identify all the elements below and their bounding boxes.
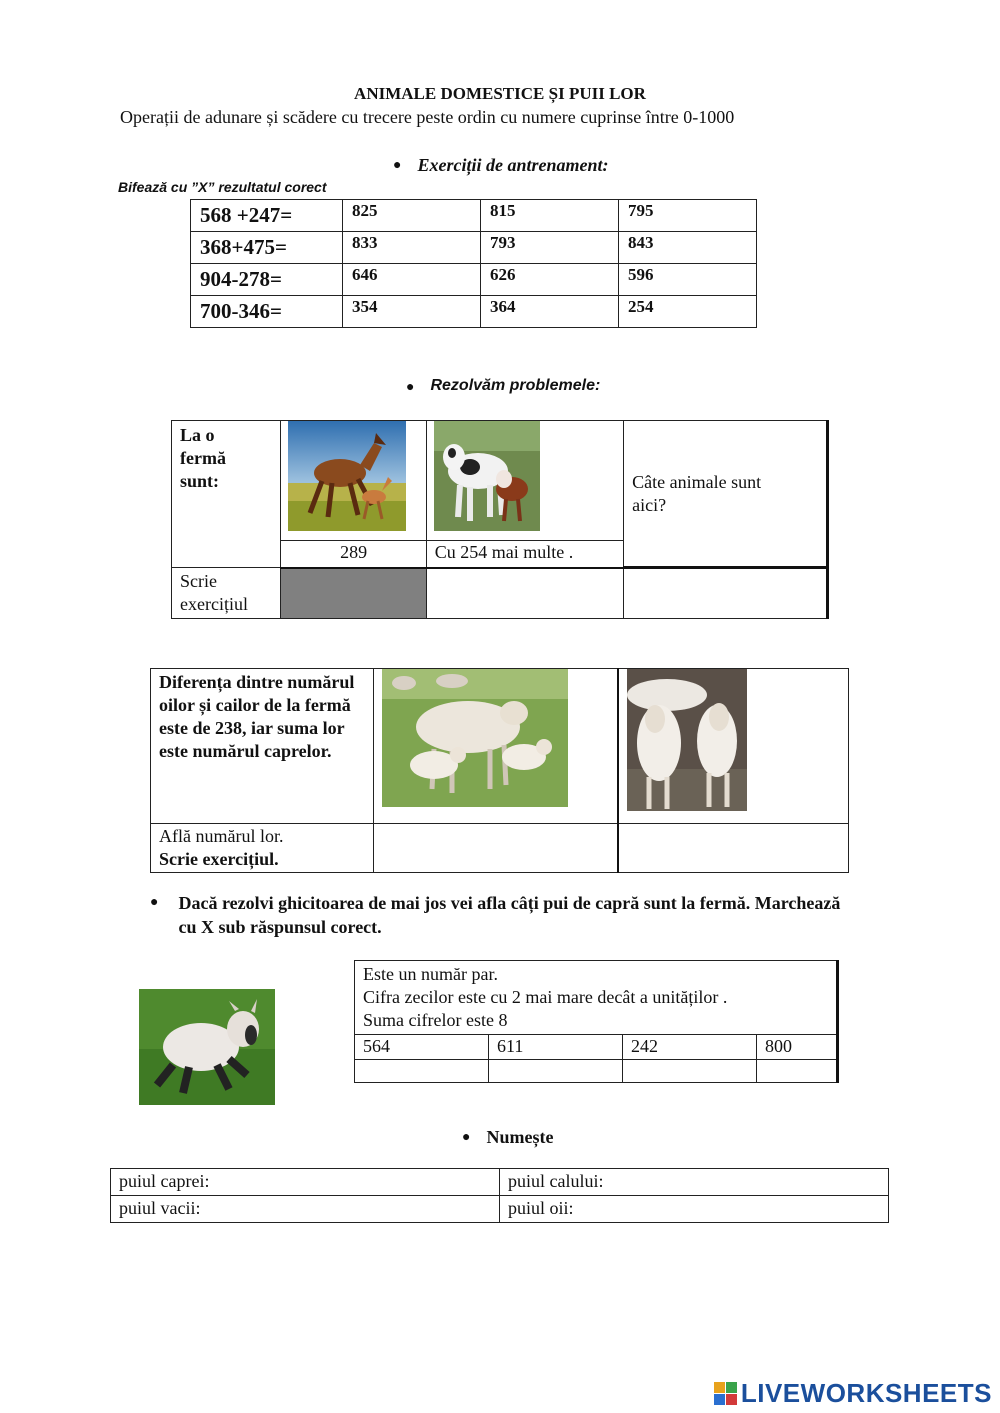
table-row xyxy=(191,296,757,328)
section5-heading: ● Numește xyxy=(462,1127,554,1147)
section1-instruction: Bifează cu ”X” rezultatul corect xyxy=(118,179,327,195)
answer-cell[interactable] xyxy=(374,824,618,873)
answer-option[interactable]: 825 xyxy=(343,200,481,232)
name-item[interactable]: puiul caprei: xyxy=(111,1169,500,1196)
answer-option[interactable]: 364 xyxy=(481,296,619,328)
table-row xyxy=(191,232,757,264)
page-subtitle: Operații de adunare și scădere cu trecere peste ordin cu numere cuprinse între 0-1000 xyxy=(120,107,735,127)
table-row xyxy=(191,200,757,232)
sheep-statement: Diferența dintre numărul oilor și cailor de la fermă este de 238, iar suma lor este numărul caprelor. xyxy=(151,669,374,824)
answer-option[interactable]: 354 xyxy=(343,296,481,328)
names-table xyxy=(110,1168,889,1223)
sheep-photo xyxy=(382,669,568,807)
farm-problem-table xyxy=(171,420,829,619)
exercise-table xyxy=(190,199,757,328)
name-item[interactable]: puiul vacii: xyxy=(111,1196,500,1223)
answer-option[interactable]: 596 xyxy=(619,264,757,296)
sheep-instructions: Află numărul lor. Scrie exercițiul. xyxy=(151,824,374,873)
section1-heading: ● Exerciții de antrenament: xyxy=(393,155,609,175)
cow-photo xyxy=(434,421,540,531)
mark-cell[interactable] xyxy=(757,1060,838,1083)
riddle-option: 564 xyxy=(355,1035,489,1060)
answer-option[interactable]: 646 xyxy=(343,264,481,296)
horse-photo xyxy=(288,421,406,531)
baby-goat-photo xyxy=(139,989,275,1105)
answer-option[interactable]: 626 xyxy=(481,264,619,296)
answer-cell[interactable] xyxy=(426,568,623,619)
answer-option[interactable]: 254 xyxy=(619,296,757,328)
farm-intro: La o fermă sunt: xyxy=(172,421,281,568)
sheep-problem-table xyxy=(150,668,849,873)
bullet-icon: ● xyxy=(393,157,402,173)
operation: 368+475= xyxy=(191,232,343,264)
mark-cell[interactable] xyxy=(623,1060,757,1083)
logo-text: LIVEWORKSHEETS xyxy=(740,1378,992,1408)
answer-option[interactable]: 815 xyxy=(481,200,619,232)
section4-instruction: ● Dacă rezolvi ghicitoarea de mai jos vei afla câți pui de capră sunt la fermă. Marchează cu X sub răspunsul corect. xyxy=(150,893,841,937)
operation: 904-278= xyxy=(191,264,343,296)
bullet-icon: ● xyxy=(406,378,415,394)
sheep-cell xyxy=(374,669,618,824)
section2-heading: ● Rezolvăm problemele: xyxy=(406,377,601,394)
riddle-option: 242 xyxy=(623,1035,757,1060)
riddle-table xyxy=(354,960,839,1083)
answer-option[interactable]: 793 xyxy=(481,232,619,264)
write-label: Scrie exercițiul xyxy=(172,568,281,619)
logo-badge-icon xyxy=(714,1382,737,1405)
riddle-text: Este un număr par. Cifra zecilor este cu 2 mai mare decât a unităților . Suma cifrelor este 8 xyxy=(355,961,838,1035)
grey-cell xyxy=(281,568,426,619)
bullet-icon: ● xyxy=(150,895,159,910)
liveworksheets-logo xyxy=(714,1378,992,1409)
bullet-icon: ● xyxy=(462,1129,471,1145)
farm-question: Câte animale sunt aici? xyxy=(624,421,828,568)
goats-cell xyxy=(618,669,849,824)
name-item[interactable]: puiul oii: xyxy=(500,1196,889,1223)
answer-option[interactable]: 795 xyxy=(619,200,757,232)
horse-cell xyxy=(281,421,426,541)
mark-cell[interactable] xyxy=(355,1060,489,1083)
cow-text: Cu 254 mai multe . xyxy=(426,541,623,568)
operation: 568 +247= xyxy=(191,200,343,232)
cow-cell xyxy=(426,421,623,541)
page-title: ANIMALE DOMESTICE ȘI PUII LOR xyxy=(354,84,646,103)
riddle-option: 800 xyxy=(757,1035,838,1060)
horse-count: 289 xyxy=(281,541,426,568)
goats-photo xyxy=(627,669,747,811)
answer-option[interactable]: 843 xyxy=(619,232,757,264)
operation: 700-346= xyxy=(191,296,343,328)
riddle-option: 611 xyxy=(489,1035,623,1060)
table-row xyxy=(191,264,757,296)
answer-cell[interactable] xyxy=(618,824,849,873)
name-item[interactable]: puiul calului: xyxy=(500,1169,889,1196)
mark-cell[interactable] xyxy=(489,1060,623,1083)
answer-option[interactable]: 833 xyxy=(343,232,481,264)
answer-cell[interactable] xyxy=(624,568,828,619)
